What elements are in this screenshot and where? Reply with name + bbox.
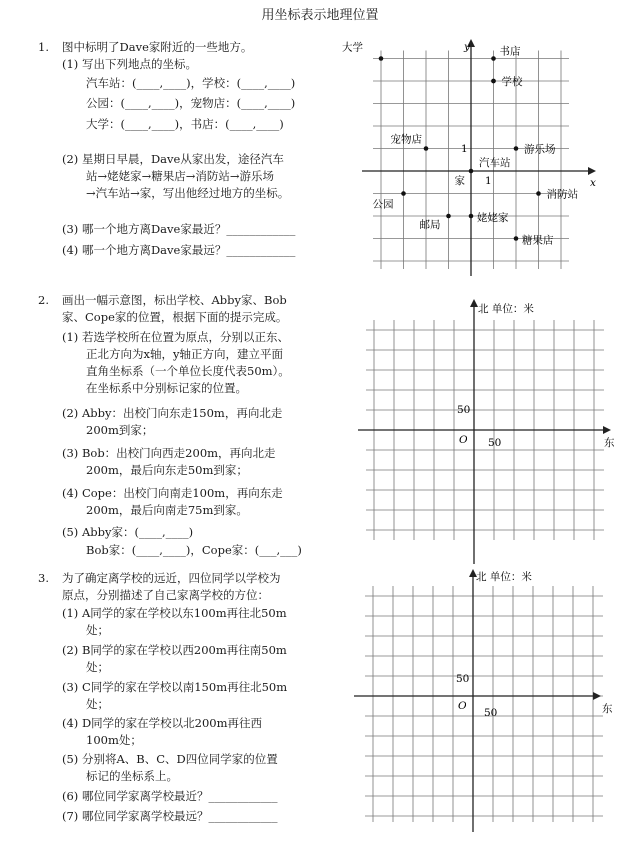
q2-y-arrow <box>470 299 478 307</box>
q1-part4: (4) 哪一个地方离Dave家最远？____________ <box>62 243 296 257</box>
q3-number: 3. <box>38 571 49 585</box>
q1-map-place-label: 消防站 <box>546 188 578 201</box>
q2-x-arrow <box>603 426 611 434</box>
q3-x-arrow <box>593 692 601 700</box>
q3-part1-line2: 处； <box>86 623 109 637</box>
q2-part2-line1: (2) Abby：出校门向东走150m，再向北走 <box>62 406 283 420</box>
q2-tick-x-label: 50 <box>488 437 502 449</box>
q3-part5-line2: 标记的坐标系上。 <box>86 769 178 783</box>
q3-part2-line2: 处； <box>86 660 109 674</box>
q2-part3-line1: (3) Bob：出校门向西走200m，再向北走 <box>62 446 276 460</box>
q1-map-place-label: 邮局 <box>419 219 441 231</box>
q3-east-label: 东 <box>602 703 613 715</box>
q1-map-point <box>446 214 451 219</box>
q1-map-place-label: 学校 <box>501 76 523 88</box>
q2-part5-line1: (5) Abby家：(____,____) <box>62 525 194 539</box>
q1-map-point <box>401 191 406 196</box>
q1-part2-line2: 站→姥姥家→糖果店→消防站→游乐场 <box>86 169 275 183</box>
q2-coordinate-grid <box>350 296 640 566</box>
q1-map-point <box>491 56 496 61</box>
q3-part1-line1: (1) A同学的家在学校以东100m再往北50m <box>62 606 287 620</box>
q1-part3: (3) 哪一个地方离Dave家最近？____________ <box>62 222 296 236</box>
q2-part4-line1: (4) Cope：出校门向南走100m，再向东走 <box>62 486 283 500</box>
q3-tick-x-label: 50 <box>484 707 498 719</box>
q3-part3-line1: (3) C同学的家在学校以南150m再往北50m <box>62 680 288 694</box>
q2-east-label: 东 <box>604 437 615 449</box>
q3-tick-y-label: 50 <box>456 673 470 685</box>
q1-map-place-label: 糖果店 <box>522 234 554 247</box>
q2-part3-line2: 200m，最后向东走50m到家； <box>86 463 248 477</box>
q1-map-place-label: 大学 <box>342 41 363 54</box>
q1-map-point <box>379 56 384 61</box>
q2-part5-line2: Bob家：(____,____)，Cope家：(___,___) <box>86 543 302 557</box>
q2-part1-line1: (1) 若选学校所在位置为原点，分别以正东、 <box>62 330 289 344</box>
q1-map-one-y: 1 <box>461 143 468 155</box>
q1-map-place-label: 宠物店 <box>390 133 422 146</box>
q2-part1-line4: 在坐标系中分别标记家的位置。 <box>86 381 247 395</box>
q1-map-place-label: 书店 <box>499 45 521 58</box>
q1-stem: 图中标明了Dave家附近的一些地方。 <box>62 40 253 54</box>
q1-part1-row1: 汽车站：(____,____)，学校：(____,____) <box>86 76 296 90</box>
q2-part1-line3: 直角坐标系（一个单位长度代表50m）。 <box>86 364 290 378</box>
q2-part1-line2: 正北方向为x轴，y轴正方向，建立平面 <box>86 347 283 361</box>
q3-part4-line1: (4) D同学的家在学校以北200m再往西 <box>62 716 263 730</box>
q2-number: 2. <box>38 293 49 307</box>
q1-part1: (1) 写出下列地点的坐标。 <box>62 57 197 71</box>
q1-map-point <box>424 146 429 151</box>
q1-part2-line1: (2) 星期日早晨，Dave从家出发，途径汽车 <box>62 152 284 166</box>
q3-part7: (7) 哪位同学家离学校最远？____________ <box>62 809 278 823</box>
q3-part4-line2: 100m处； <box>86 733 142 747</box>
q1-map-y-label: y <box>464 41 470 53</box>
q1-part1-row2: 公园：(____,____)，宠物店：(____,____) <box>86 96 296 110</box>
q2-tick-y-label: 50 <box>457 404 471 416</box>
q3-north-label: 北 单位：米 <box>476 571 532 583</box>
q1-part2-line3: →汽车站→家，写出他经过地方的坐标。 <box>86 186 290 200</box>
q3-coordinate-grid <box>348 566 640 836</box>
q3-origin-label: O <box>458 700 467 712</box>
q1-map-place-label: 公园 <box>372 198 394 211</box>
q1-number: 1. <box>38 40 49 54</box>
q3-line1: 为了确定离学校的远近，四位同学以学校为 <box>62 571 281 585</box>
q1-map-point <box>514 146 519 151</box>
q2-north-label: 北 单位：米 <box>478 303 534 315</box>
q1-map-x-label: x <box>590 177 596 189</box>
q2-part2-line2: 200m到家； <box>86 423 154 437</box>
q3-part2-line1: (2) B同学的家在学校以西200m再往南50m <box>62 643 287 657</box>
q1-map-place-label: 姥姥家 <box>477 212 509 224</box>
q1-coordinate-map <box>342 36 600 281</box>
q3-part3-line2: 处； <box>86 697 109 711</box>
q3-grid-lines <box>365 586 603 822</box>
q1-map-place-label: 汽车站 <box>479 157 511 169</box>
q1-map-point <box>469 169 474 174</box>
q1-map-point <box>536 191 541 196</box>
q1-map-place-label: 家 <box>454 175 465 187</box>
q1-map-point <box>514 236 519 241</box>
q3-line2: 原点，分别描述了自己家离学校的方位： <box>62 588 269 602</box>
q2-line1: 画出一幅示意图，标出学校、Abby家、Bob <box>62 293 287 307</box>
page-title: 用坐标表示地理位置 <box>261 8 379 23</box>
q2-origin-label: O <box>459 434 468 446</box>
q1-map-point-school <box>491 79 496 84</box>
q3-part5-line1: (5) 分别将A、B、C、D四位同学家的位置 <box>62 752 278 766</box>
q1-part1-row3: 大学：(____,____)，书店：(____,____) <box>86 117 284 131</box>
q2-line2: 家、Cope家的位置，根据下面的提示完成。 <box>62 310 288 324</box>
q3-part6: (6) 哪位同学家离学校最近？____________ <box>62 789 278 803</box>
q1-map-point <box>469 214 474 219</box>
q1-map-x-arrow <box>588 167 596 175</box>
q2-part4-line2: 200m，最后向南走75m到家。 <box>86 503 248 517</box>
q1-map-one-x: 1 <box>485 175 492 187</box>
q1-map-place-label: 游乐场 <box>524 143 556 156</box>
